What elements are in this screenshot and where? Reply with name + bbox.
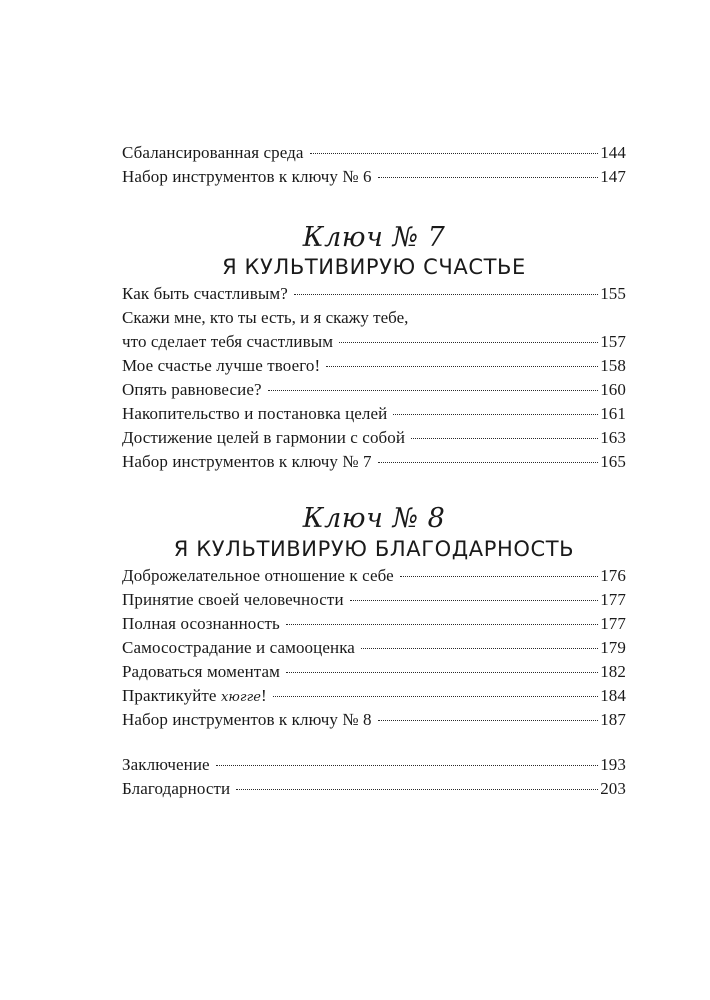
toc-entry <box>122 564 626 588</box>
toc-entry-title <box>122 684 267 710</box>
toc-entry <box>122 612 626 636</box>
toc-entry-page: 161 <box>600 404 626 423</box>
toc-entry-title: что сделает тебя счастливым <box>122 332 334 351</box>
toc-entry-page: 179 <box>600 638 626 657</box>
dot-leader <box>393 414 598 415</box>
toc-entry <box>122 684 626 708</box>
dot-leader <box>400 576 598 577</box>
dot-leader <box>326 366 598 367</box>
dot-leader <box>350 600 599 601</box>
toc-entry-page: 203 <box>600 779 626 798</box>
key7-subtitle: Я КУЛЬТИВИРУЮ СЧАСТЬЕ <box>222 255 526 279</box>
toc-entry-title: Доброжелательное отношение к себе <box>122 566 394 585</box>
toc-entry-title: Опять равновесие? <box>122 380 262 399</box>
toc-entry-page: 147 <box>600 167 626 186</box>
key8-subtitle: Я КУЛЬТИВИРУЮ БЛАГОДАРНОСТЬ <box>173 537 575 561</box>
toc-entry <box>122 378 626 402</box>
toc-entry-page: 163 <box>600 428 626 447</box>
toc-entry <box>122 588 626 612</box>
toc-entry-page: 182 <box>600 662 626 681</box>
dot-leader <box>286 624 598 625</box>
toc-entry-title: Самосострадание и самооценка <box>122 638 355 657</box>
toc-entry <box>122 777 626 801</box>
toc-entry <box>122 402 626 426</box>
toc-entry-title: Накопительство и постановка целей <box>122 404 388 423</box>
toc-section-top <box>122 141 626 189</box>
toc-entry <box>122 165 626 189</box>
dot-leader <box>339 342 598 343</box>
toc-entry-title-suffix: ! <box>261 686 267 705</box>
toc-entry <box>122 282 626 306</box>
toc-section-key8 <box>122 564 626 732</box>
toc-entry-page: 184 <box>600 686 626 705</box>
toc-entry <box>122 660 626 684</box>
toc-entry-page: 187 <box>600 710 626 729</box>
toc-entry-page: 160 <box>600 380 626 399</box>
toc-entry <box>122 753 626 777</box>
toc-entry-title: Благодарности <box>122 779 231 798</box>
toc-section-key7 <box>122 282 626 474</box>
toc-entry <box>122 708 626 732</box>
toc-entry-page: 193 <box>600 755 626 774</box>
toc-entry-title-italic: хюгге <box>220 690 262 705</box>
key7-heading: Ключ № 7 <box>302 222 446 253</box>
toc-entry-title: Сбалансированная среда <box>122 143 304 162</box>
dot-leader <box>236 789 598 790</box>
key8-heading: Ключ № 8 <box>302 503 446 534</box>
toc-entry-page: 157 <box>600 332 626 351</box>
dot-leader <box>378 177 599 178</box>
toc-entry <box>122 354 626 378</box>
toc-entry-page: 158 <box>600 356 626 375</box>
toc-section-end <box>122 753 626 801</box>
toc-entry-title-prefix: Практикуйте <box>122 686 221 705</box>
dot-leader <box>273 696 598 697</box>
toc-entry-title: Достижение целей в гармонии с собой <box>122 428 406 447</box>
dot-leader <box>286 672 598 673</box>
toc-entry-title: Радоваться моментам <box>122 662 281 681</box>
dot-leader <box>378 462 599 463</box>
dot-leader <box>294 294 598 295</box>
toc-entry <box>122 141 626 165</box>
toc-entry <box>122 636 626 660</box>
dot-leader <box>268 390 599 391</box>
toc-entry-page: 144 <box>600 143 626 162</box>
toc-entry-page: 176 <box>600 566 626 585</box>
toc-entry-page: 177 <box>600 590 626 609</box>
toc-entry-page: 177 <box>600 614 626 633</box>
toc-entry-title: Набор инструментов к ключу № 6 <box>122 167 372 186</box>
toc-entry-title: Принятие своей человечности <box>122 590 344 609</box>
toc-entry <box>122 450 626 474</box>
toc-entry-title: Полная осознанность <box>122 614 280 633</box>
toc-entry <box>122 426 626 450</box>
dot-leader <box>361 648 598 649</box>
toc-entry-title: Набор инструментов к ключу № 8 <box>122 710 372 729</box>
dot-leader <box>378 720 599 721</box>
toc-entry-line <box>122 306 626 330</box>
dot-leader <box>216 765 598 766</box>
toc-entry-title: Набор инструментов к ключу № 7 <box>122 452 372 471</box>
toc-entry-page: 165 <box>600 452 626 471</box>
dot-leader <box>411 438 598 439</box>
toc-entry-title: Скажи мне, кто ты есть, и я скажу тебе, <box>122 308 409 327</box>
toc-entry-title: Мое счастье лучше твоего! <box>122 356 321 375</box>
toc-entry-title: Как быть счастливым? <box>122 284 288 303</box>
toc-entry-title: Заключение <box>122 755 210 774</box>
dot-leader <box>310 153 599 154</box>
toc-entry-page: 155 <box>600 284 626 303</box>
toc-entry <box>122 330 626 354</box>
